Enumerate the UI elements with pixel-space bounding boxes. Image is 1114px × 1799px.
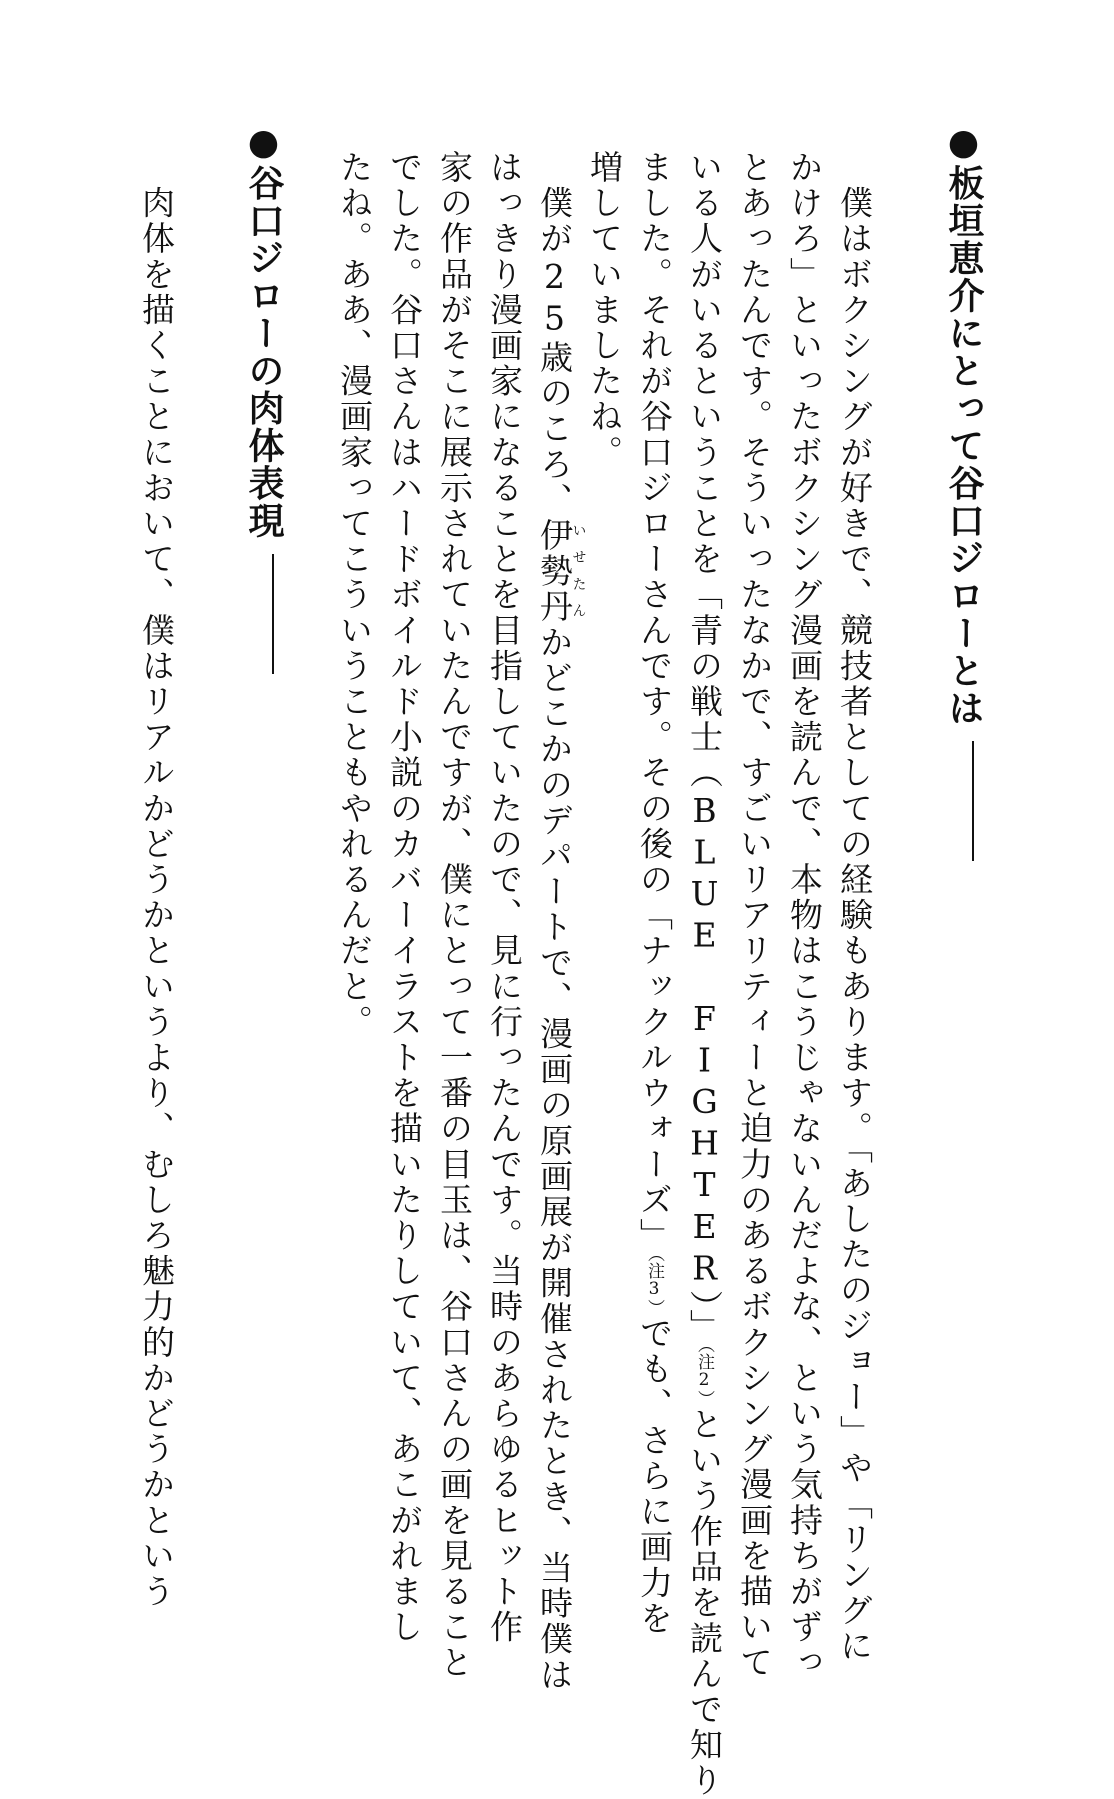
text-column: たね。ああ、漫画家ってこういうこともやれるんだと。: [335, 150, 374, 1040]
heading-text: ●谷口ジローの肉体表現: [243, 122, 284, 540]
section-heading-2: [243, 122, 284, 674]
text-column: 増していましたね。: [585, 150, 624, 471]
section-heading-1: [943, 122, 984, 861]
text-column: 僕はボクシングが好きで、競技者としての経験もあります。「あしたのジョー」や「リングに: [835, 150, 874, 1665]
text-column: かけろ」といったボクシング漫画を読んで、本物はこうじゃないんだよな、という気持ちがずっ: [785, 150, 824, 1681]
text-column: 家の作品がそこに展示されていたんですが、僕にとって一番の目玉は、谷口さんの画を見ること: [435, 150, 474, 1681]
heading-text: ●板垣恵介にとって谷口ジローとは: [943, 122, 984, 727]
text-column: ました。それが谷口ジローさんです。その後の「ナックルウォーズ」（注3）でも、さらに画力を: [635, 150, 674, 1637]
text-column: いる人がいるということを「青の戦士（BLUE FIGHTER）」（注2）という作品を読んで知り: [685, 150, 724, 1799]
text-column: 僕が25歳のころ、伊勢丹いせたんかどこかのデパートで、漫画の原画展が開催されたとき、当時僕は: [535, 150, 587, 1693]
ruby-word: 伊勢丹いせたん: [535, 518, 587, 625]
text-column: でした。谷口さんはハードボイルド小説のカバーイラストを描いたりしていて、あこがれまし: [385, 150, 424, 1646]
footnote-marker: （注3）: [644, 1253, 664, 1317]
text-column: 肉体を描くことにおいて、僕はリアルかどうかというより、むしろ魅力的かどうかという: [137, 150, 176, 1610]
text-column: とあったんです。そういったなかで、すごいリアリティーと迫力のあるボクシング漫画を描いて: [735, 150, 774, 1681]
footnote-marker: （注2）: [694, 1344, 714, 1408]
heading-rule: [972, 741, 974, 861]
heading-rule: [272, 554, 274, 674]
text-column: はっきり漫画家になることを目指していたので、見に行ったんです。当時のあらゆるヒット作: [485, 150, 524, 1646]
